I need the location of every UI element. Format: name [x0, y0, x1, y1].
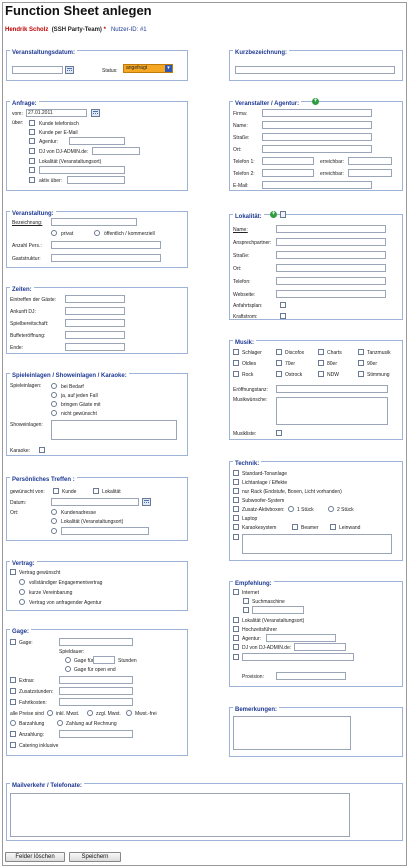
inkl-label: inkl. Mwst.: [56, 711, 80, 717]
genre-label: 90er: [367, 361, 378, 367]
calendar-icon[interactable]: [91, 109, 100, 117]
stueck2-label: 2 Stück: [337, 507, 354, 513]
show-textarea[interactable]: [51, 420, 177, 440]
checkbox-genre[interactable]: [318, 371, 324, 377]
treffen-datum-input[interactable]: [51, 498, 139, 506]
checkbox-catering[interactable]: [10, 742, 16, 748]
zzgl-label: zzgl. Mwst.: [96, 711, 121, 717]
ort-input[interactable]: [262, 145, 372, 153]
field-label: Ankunft DJ:: [10, 309, 36, 315]
checkbox-suchmaschine[interactable]: [243, 598, 249, 604]
spieldauer-label: Spieldauer:: [59, 649, 85, 655]
legend-mailverkehr: Mailverkehr / Telefonate:: [12, 783, 82, 789]
radio-gage-stunden[interactable]: [65, 657, 71, 663]
technik-label: nur Rack (Endstufe, Boxen, Licht vorhanden): [242, 489, 342, 495]
checkbox-zusatz[interactable]: [233, 506, 239, 512]
genre-label: Charts: [327, 350, 342, 356]
stunden-label: Stunden: [118, 658, 137, 664]
section-technik: [229, 461, 403, 561]
checkbox-internet-other[interactable]: [243, 607, 249, 613]
laptop-label: Laptop: [242, 516, 258, 522]
section-spieleinlagen: [6, 373, 188, 456]
option-label: Lokalität (Veranstaltungsort): [39, 159, 102, 165]
field-label: Straße:: [233, 253, 250, 259]
legend-vertrag: Vertrag:: [12, 561, 35, 567]
firma-input[interactable]: [262, 109, 372, 117]
vertrag-option-label: kurze Vereinbarung: [29, 590, 73, 596]
radio-privat[interactable]: [51, 230, 57, 236]
open-end-label: Gage für open end: [74, 667, 116, 673]
suchmaschine-label: Suchmaschine: [252, 599, 285, 605]
checkbox-aktiv[interactable]: [29, 177, 35, 183]
gage-input[interactable]: [59, 638, 133, 646]
genre-label: Tanzmusik: [367, 350, 391, 356]
radio-spiel[interactable]: [51, 383, 57, 389]
radio-vertrag[interactable]: [19, 589, 25, 595]
technik-label: Lichtanlage / Effekte: [242, 480, 288, 486]
empf-dj-input[interactable]: [294, 643, 346, 651]
beamer-label: Beamer: [301, 525, 319, 531]
stunden-input[interactable]: [93, 656, 115, 664]
technik-textarea[interactable]: [242, 534, 392, 554]
radio-inkl[interactable]: [47, 710, 53, 716]
checkbox-laptop[interactable]: [233, 515, 239, 521]
genre-label: Ostrock: [285, 372, 303, 378]
checkbox-genre[interactable]: [358, 349, 364, 355]
gage-fuer-label: Gage für: [74, 658, 94, 664]
option-label: Kunde telefonisch: [39, 121, 79, 127]
anfahrt-label: Anfahrtsplan:: [233, 303, 263, 309]
ansprechpartner-input[interactable]: [276, 238, 386, 246]
treffen-ort-input[interactable]: [61, 527, 149, 535]
strasse-input[interactable]: [262, 133, 372, 141]
checkbox-technik[interactable]: [233, 470, 239, 476]
option-label: Agentur:: [39, 139, 58, 145]
checkbox-karaoke-system[interactable]: [233, 524, 239, 530]
team-name: (SSH Party-Team): [51, 27, 102, 33]
gage-label: Gage:: [19, 640, 33, 646]
checkbox-kunde-telefonisch[interactable]: [29, 120, 35, 126]
ankunft-input[interactable]: [65, 307, 125, 315]
radio-treffen-ort[interactable]: [51, 528, 57, 534]
radio-frei[interactable]: [126, 710, 132, 716]
catering-label: Catering inklusive: [19, 743, 59, 749]
field-label: Webseite:: [233, 292, 256, 298]
legend-veranstaltungsdatum: Veranstaltungsdatum:: [12, 50, 76, 56]
spiel-option-label: bei Bedarf: [61, 384, 84, 390]
radio-rechnung[interactable]: [57, 720, 63, 726]
checkbox-empf-other[interactable]: [233, 654, 239, 660]
kommerziell-label: öffentlich / kommerziell: [104, 231, 155, 237]
section-treffen: [6, 477, 188, 541]
radio-spiel[interactable]: [51, 392, 57, 398]
genre-label: NDW: [327, 372, 339, 378]
section-gage: [6, 629, 188, 756]
empf-dj-label: DJ von DJ-ADMIN.de:: [242, 645, 292, 651]
extras-label: Extras:: [19, 678, 35, 684]
request-date-value: 27.01.2011: [28, 110, 53, 116]
section-zeiten: [6, 287, 188, 354]
location-list-icon[interactable]: [280, 211, 286, 218]
empf-lokalitaet-label: Lokalität (Veranstaltungsort): [242, 618, 305, 624]
checkbox-technik[interactable]: [233, 497, 239, 503]
radio-kommerziell[interactable]: [94, 230, 100, 236]
checkbox-genre[interactable]: [276, 360, 282, 366]
reset-button[interactable]: Felder löschen: [5, 852, 65, 862]
telefon2-input[interactable]: [262, 169, 314, 177]
genre-label: 80er: [327, 361, 338, 367]
checkbox-dj-admin[interactable]: [29, 148, 35, 154]
kunde-label: Kunde: [62, 489, 77, 495]
status-select[interactable]: [123, 64, 173, 73]
section-empfehlung: [229, 581, 403, 687]
legend-gage: Gage:: [12, 629, 30, 635]
ort-label: Ort:: [10, 510, 19, 516]
vom-label: vom:: [12, 111, 23, 117]
lok-strasse-input[interactable]: [276, 251, 386, 259]
checkbox-empf-dj[interactable]: [233, 644, 239, 650]
empf-other-input[interactable]: [242, 653, 354, 661]
chevron-down-icon: ▾: [165, 65, 172, 72]
field-label: Firma:: [233, 111, 248, 117]
legend-veranstalter: Veranstalter / Agentur:: [235, 101, 300, 107]
bezeichnung-label: Bezeichnung:: [12, 220, 43, 226]
genre-label: Stimmung: [367, 372, 390, 378]
gaeste-input[interactable]: [51, 254, 161, 262]
datum-label: Datum:: [10, 500, 27, 506]
calendar-icon[interactable]: [142, 498, 151, 506]
show-label: Showeinlagen:: [10, 422, 43, 428]
section-lokalitaet: [229, 211, 403, 320]
technik-label: Standard-Tonanlage: [242, 471, 288, 477]
checkbox-genre[interactable]: [358, 371, 364, 377]
stueck1-label: 1 Stück: [297, 507, 314, 513]
field-label: Telefon 1:: [233, 159, 255, 165]
field-label: Straße:: [233, 135, 250, 141]
checkbox-treffen-lokalitaet[interactable]: [93, 488, 99, 494]
ort-option-label: Lokalität (Veranstaltungsort): [61, 519, 124, 525]
fahrtkosten-input[interactable]: [59, 698, 133, 706]
legend-kurzbezeichnung: Kurzbezeichnung:: [235, 50, 287, 56]
zusatz-label: Zusatzstunden:: [19, 689, 54, 695]
genre-label: 70er: [285, 361, 296, 367]
legend-lokalitaet: Lokalität:: [235, 214, 262, 220]
checkbox-technik[interactable]: [233, 488, 239, 494]
ueber-label: über:: [12, 120, 24, 126]
privat-label: privat: [61, 231, 74, 237]
webseite-input[interactable]: [276, 290, 386, 298]
option-label: aktiv über:: [39, 178, 63, 184]
lok-name-input[interactable]: [276, 225, 386, 233]
add-contact-icon[interactable]: +: [313, 98, 318, 104]
legend-technik: Technik:: [235, 461, 260, 467]
spiel-label: Spieleinlagen:: [10, 383, 42, 389]
buffet-input[interactable]: [65, 331, 125, 339]
karaoke-label: Karaoke:: [10, 448, 31, 454]
gewuenscht-label: gewünscht von:: [10, 489, 45, 495]
genre-label: Schlager: [242, 350, 262, 356]
field-label: Ende:: [10, 345, 24, 351]
other-input[interactable]: [39, 166, 125, 174]
gaeste-label: Gaststruktur:: [12, 256, 41, 262]
checkbox-kunde-email[interactable]: [29, 129, 35, 135]
section-veranstalter: [229, 98, 403, 191]
field-label: Eintreffen der Gäste:: [10, 297, 57, 303]
lokalitaet-label: Lokalität: [102, 489, 121, 495]
field-label: Name:: [233, 123, 248, 129]
section-bemerkungen: [229, 707, 403, 757]
vertrag-option-label: Vertrag von anfragender Agentur: [29, 600, 102, 606]
empf-agentur-input[interactable]: [266, 634, 336, 642]
legend-zeiten: Zeiten:: [12, 287, 32, 293]
radio-gage-open-end[interactable]: [65, 666, 71, 672]
checkbox-kraftstrom[interactable]: [280, 313, 286, 319]
bar-label: Barzahlung: [19, 721, 45, 727]
checkbox-technik-other[interactable]: [233, 534, 239, 540]
checkbox-vertrag[interactable]: [10, 569, 16, 575]
ende-input[interactable]: [65, 343, 125, 351]
checkbox-fahrtkosten[interactable]: [10, 699, 16, 705]
anzahlung-input[interactable]: [59, 730, 133, 738]
page-title: Function Sheet anlegen: [5, 3, 152, 18]
agentur-input[interactable]: [69, 137, 125, 145]
mailverkehr-textarea[interactable]: [10, 793, 350, 837]
radio-2-stueck[interactable]: [328, 506, 334, 512]
legend-spieleinlagen: Spieleinlagen / Showeinlagen / Karaoke:: [12, 373, 127, 379]
checkbox-technik[interactable]: [233, 479, 239, 485]
erreichbar-label: erreichbar:: [320, 171, 344, 177]
user-info: [5, 27, 147, 33]
vertrag-option-label: vollständiger Engagementvertrag: [29, 580, 103, 586]
leinwand-label: Leinwand: [339, 525, 361, 531]
radio-spiel[interactable]: [51, 401, 57, 407]
email-input[interactable]: [262, 181, 372, 189]
rechnung-label: Zahlung auf Rechnung: [66, 721, 117, 727]
telefon1-input[interactable]: [262, 157, 314, 165]
preise-label: alle Preise sind: [10, 711, 44, 717]
checkbox-treffen-kunde[interactable]: [53, 488, 59, 494]
wuensche-textarea[interactable]: [276, 397, 388, 425]
legend-musik: Musik:: [235, 340, 255, 346]
ort-option-label: Kundenadresse: [61, 510, 97, 516]
internet-other-input[interactable]: [252, 606, 304, 614]
provision-input[interactable]: [276, 672, 346, 680]
fahrt-label: Fahrtkosten:: [19, 700, 47, 706]
genre-label: Discofox: [285, 350, 305, 356]
kraftstrom-label: Kraftstrom:: [233, 314, 258, 320]
checkbox-genre[interactable]: [318, 360, 324, 366]
checkbox-genre[interactable]: [276, 371, 282, 377]
checkbox-genre[interactable]: [233, 349, 239, 355]
checkbox-empf-agentur[interactable]: [233, 635, 239, 641]
extras-input[interactable]: [59, 676, 133, 684]
eroeffnung-input[interactable]: [276, 385, 388, 393]
add-location-icon[interactable]: +: [271, 211, 276, 217]
checkbox-zusatzstunden[interactable]: [10, 688, 16, 694]
vertrag-label: Vertrag gewünscht: [19, 570, 61, 576]
erreichbar1-input[interactable]: [348, 157, 392, 165]
request-date-input[interactable]: [26, 109, 87, 117]
section-veranstaltungsdatum: [6, 50, 188, 81]
checkbox-gage[interactable]: [10, 639, 16, 645]
field-label: Telefon 2:: [233, 171, 255, 177]
checkbox-genre[interactable]: [233, 371, 239, 377]
radio-barzahlung[interactable]: [10, 720, 16, 726]
genre-label: Rock: [242, 372, 254, 378]
musikliste-label: Musikliste:: [233, 431, 257, 437]
karaoke-system-label: Karaokesystem: [242, 525, 277, 531]
radio-zzgl[interactable]: [87, 710, 93, 716]
erreichbar-label: erreichbar:: [320, 159, 344, 165]
short-name-input[interactable]: [235, 66, 395, 74]
legend-veranstaltung: Veranstaltung:: [12, 211, 54, 217]
section-mailverkehr: [6, 783, 403, 841]
spiel-option-label: bringen Gäste mit: [61, 402, 101, 408]
checkbox-musikliste[interactable]: [276, 430, 282, 436]
bezeichnung-input[interactable]: [51, 218, 137, 226]
zusatz-label: Zusatz-Aktivboxen:: [242, 507, 285, 513]
zusatzstunden-input[interactable]: [59, 687, 133, 695]
checkbox-genre[interactable]: [233, 360, 239, 366]
section-vertrag: [6, 561, 188, 611]
calendar-icon[interactable]: [65, 66, 74, 74]
user-id: Nutzer-ID: #1: [110, 27, 147, 33]
option-label: Kunde per E-Mail: [39, 130, 78, 136]
internet-label: Internet: [242, 590, 259, 596]
field-label: Ort:: [233, 147, 242, 153]
name-input[interactable]: [262, 121, 372, 129]
radio-treffen-ort[interactable]: [51, 509, 57, 515]
anzahlung-label: Anzahlung:: [19, 732, 45, 738]
checkbox-empf-lokalitaet[interactable]: [233, 617, 239, 623]
genre-label: Oldies: [242, 361, 257, 367]
legend-bemerkungen: Bemerkungen:: [235, 707, 278, 713]
section-kurzbezeichnung: [229, 50, 403, 81]
radio-vertrag[interactable]: [19, 579, 25, 585]
erreichbar2-input[interactable]: [348, 169, 392, 177]
checkbox-other[interactable]: [29, 167, 35, 173]
radio-spiel[interactable]: [51, 410, 57, 416]
checkbox-anzahlung[interactable]: [10, 731, 16, 737]
checkbox-anfahrtsplan[interactable]: [280, 302, 286, 308]
field-label: Ort:: [233, 266, 242, 272]
legend-treffen: Persönliches Treffen :: [12, 477, 75, 483]
checkbox-genre[interactable]: [358, 360, 364, 366]
field-label: Name:: [233, 227, 248, 233]
checkbox-extras[interactable]: [10, 677, 16, 683]
save-button[interactable]: Speichern: [69, 852, 121, 862]
field-label: Telefon:: [233, 279, 251, 285]
eroeffnung-label: Eröffnungstanz:: [233, 387, 268, 393]
event-date-input[interactable]: [12, 66, 63, 74]
checkbox-karaoke[interactable]: [39, 447, 45, 453]
dj-admin-input[interactable]: [92, 147, 140, 155]
provision-label: Provision:: [242, 674, 264, 680]
radio-vertrag[interactable]: [19, 599, 25, 605]
section-musik: [229, 340, 403, 440]
status-value: angefragt: [126, 65, 148, 71]
legend-empfehlung: Empfehlung:: [235, 581, 272, 587]
checkbox-hochzeit[interactable]: [233, 626, 239, 632]
checkbox-leinwand[interactable]: [330, 524, 336, 530]
anzahl-label: Anzahl Pers.:: [12, 243, 42, 249]
wuensche-label: Musikwünsche:: [233, 397, 268, 403]
spiel-option-label: ja, auf jeden Fall: [61, 393, 98, 399]
field-label: E-Mail:: [233, 183, 249, 189]
user-name: Hendrik Scholz: [5, 27, 49, 33]
star-mark: *: [103, 27, 106, 33]
hochzeit-label: Hochzeitsführer: [242, 627, 278, 633]
field-label: Buffeteröffnung:: [10, 333, 46, 339]
section-veranstaltung: [6, 211, 188, 268]
section-anfrage: [6, 101, 188, 191]
checkbox-internet[interactable]: [233, 589, 239, 595]
empf-agentur-label: Agentur:: [242, 636, 261, 642]
radio-treffen-ort[interactable]: [51, 518, 57, 524]
frei-label: Mwst.-frei: [135, 711, 157, 717]
spielbereitschaft-input[interactable]: [65, 319, 125, 327]
anzahl-input[interactable]: [51, 241, 161, 249]
checkbox-agentur[interactable]: [29, 138, 35, 144]
field-label: Spielbereitschaft:: [10, 321, 49, 327]
checkbox-genre[interactable]: [318, 349, 324, 355]
technik-label: Subwoofer-System: [242, 498, 285, 504]
checkbox-genre[interactable]: [276, 349, 282, 355]
legend-anfrage: Anfrage:: [12, 101, 37, 107]
aktiv-input[interactable]: [67, 176, 125, 184]
lok-ort-input[interactable]: [276, 264, 386, 272]
status-label: Status:: [102, 68, 118, 74]
eintreffen-input[interactable]: [65, 295, 125, 303]
bemerkungen-textarea[interactable]: [233, 716, 351, 750]
radio-1-stueck[interactable]: [288, 506, 294, 512]
checkbox-beamer[interactable]: [292, 524, 298, 530]
checkbox-lokalitaet[interactable]: [29, 158, 35, 164]
spiel-option-label: nicht gewünscht: [61, 411, 97, 417]
lok-telefon-input[interactable]: [276, 277, 386, 285]
field-label: Ansprechpartner:: [233, 240, 272, 246]
option-label: DJ von DJ-ADMIN.de:: [39, 149, 89, 155]
